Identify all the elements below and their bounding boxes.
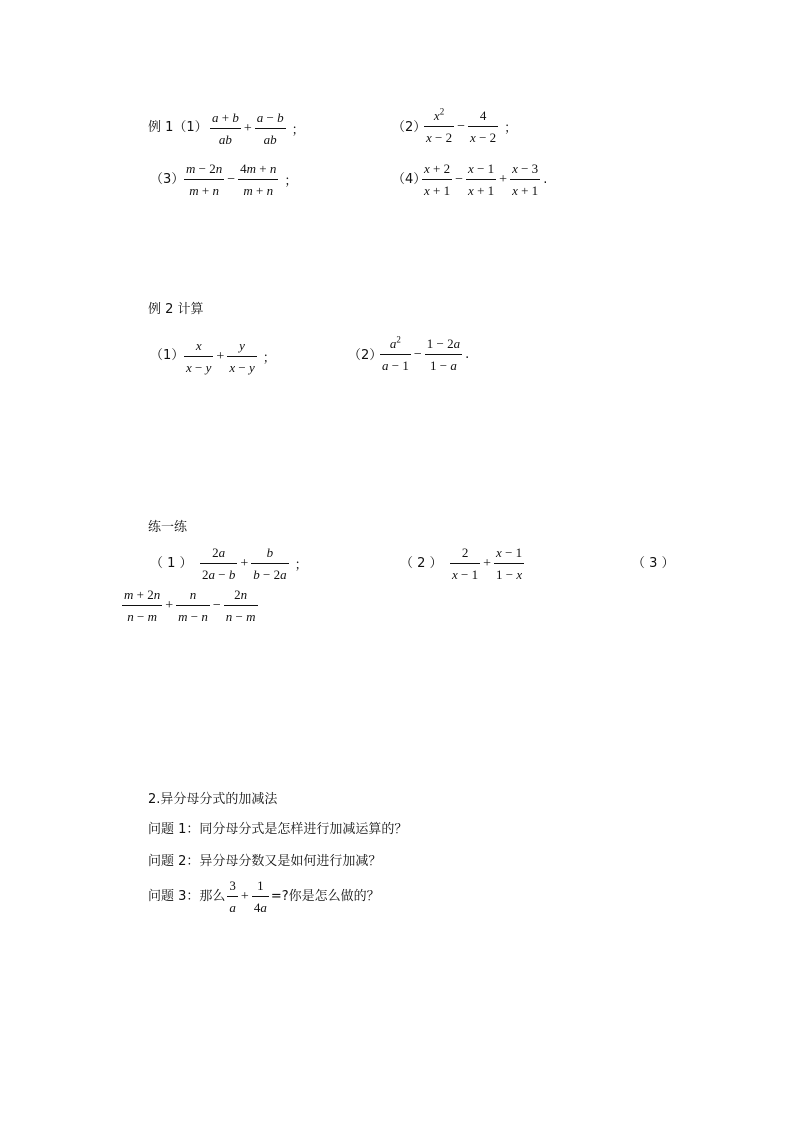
question-3: 问题 3：那么 $\frac{3}{a}$ + $\frac{1}{4a}$ =?你是怎么做的？	[148, 878, 380, 915]
example2-item2-label: （2）	[348, 348, 383, 363]
question-3-suffix: =?你是怎么做的？	[270, 888, 380, 904]
example1-expr4: $\frac{x + 2}{x + 1}$ − $\frac{x - 1}{x + 1}$ + $\frac{x - 3}{x + 1}$ .	[424, 161, 548, 198]
question-3-prefix: 问题 3：那么	[148, 888, 226, 904]
example1-expr2: $\frac{x^2}{x - 2}$ − $\frac{4}{x - 2}$ ；	[426, 106, 518, 145]
practice-expr1: $\frac{2a}{2a - b}$ + $\frac{b}{b - 2a}$ ；	[202, 545, 308, 582]
practice-item2-label: （ 2 ）	[400, 556, 443, 571]
practice-label: 练一练	[148, 520, 188, 535]
example2-expr2: $\frac{a^2}{a - 1}$ − $\frac{1 - 2a}{1 - a}$ .	[382, 334, 470, 373]
example2-label: 例 2 计算	[148, 302, 204, 317]
practice-item1-label: （ 1 ）	[150, 556, 193, 571]
example1-expr1: $\frac{a + b}{ab}$ + $\frac{a - b}{ab}$ ；	[212, 110, 305, 147]
example2-expr1: $\frac{x}{x - y}$ + $\frac{y}{x - y}$ ；	[186, 338, 276, 375]
example1-expr3: $\frac{m - 2n}{m + n}$ − $\frac{4m + n}{m + n}$ ；	[186, 161, 298, 198]
practice-expr2: $\frac{2}{x - 1}$ + $\frac{x - 1}{1 - x}$	[452, 545, 523, 582]
example1-item4-label: （4）	[392, 172, 427, 187]
section2-title: 2.异分母分式的加减法	[148, 792, 278, 807]
example1-label: 例 1（1）	[148, 120, 208, 135]
question-1: 问题 1：同分母分式是怎样进行加减运算的？	[148, 822, 408, 837]
question-2: 问题 2：异分母分数又是如何进行加减？	[148, 854, 382, 869]
example1-item2-label: （2）	[392, 120, 427, 135]
example2-item1-label: （1）	[150, 348, 185, 363]
practice-expr3: $\frac{m + 2n}{n - m}$ + $\frac{n}{m - n}$ − $\frac{2n}{n - m}$	[124, 587, 256, 624]
example1-item3-label: （3）	[150, 172, 185, 187]
practice-item3-label: （ 3 ）	[632, 556, 675, 571]
